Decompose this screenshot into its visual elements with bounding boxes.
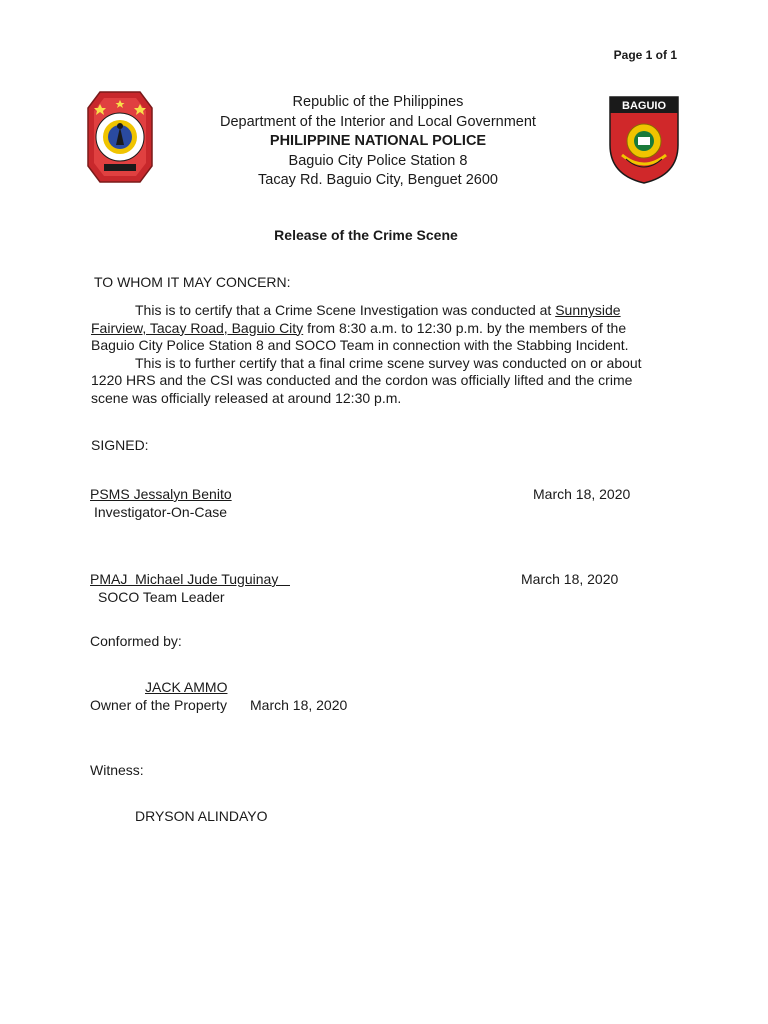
salutation: TO WHOM IT MAY CONCERN: <box>94 274 291 290</box>
letterhead <box>150 93 606 191</box>
letterhead-line-pnp: PHILIPPINE NATIONAL POLICE <box>269 133 487 149</box>
baguio-police-patch-icon <box>608 95 680 185</box>
signatory-2-role: SOCO Team Leader <box>98 589 225 605</box>
letterhead-line-address: Tacay Rd. Baguio City, Benguet 2600 <box>258 172 498 188</box>
pnp-seal-icon <box>86 90 154 184</box>
witness-name: DRYSON ALINDAYO <box>135 808 268 824</box>
signatory-2-date: March 18, 2020 <box>521 571 619 587</box>
signatory-1-role: Investigator-On-Case <box>94 504 228 520</box>
letterhead-line-dilg: Department of the Interior and Local Government <box>220 113 536 130</box>
paragraph-1-lead: This is to certify that a Crime Scene Investigation was conducted at <box>135 302 552 318</box>
signatory-1-name: PSMS Jessalyn Benito <box>90 486 232 502</box>
incident-location: Sunnyside Fairview, Tacay Road, Baguio City <box>91 302 621 336</box>
owner-date: March 18, 2020 <box>250 697 348 713</box>
owner-role: Owner of the Property <box>90 697 227 713</box>
conformed-label: Conformed by: <box>90 633 182 649</box>
paragraph-1-rest: from 8:30 a.m. to 12:30 p.m. by the members of the Baguio City Police Station 8 and SOCO Team in connection with the Stabbing Incident. <box>91 319 629 353</box>
witness-label: Witness: <box>90 762 144 778</box>
signatory-1-date: March 18, 2020 <box>533 486 631 502</box>
paragraph-2: This is to further certify that a final crime scene survey was conducted on or about 1220 HRS and the CSI was conducted and the cordon was officially lifted and the crime scene was officially released at around 12:30 p.m. <box>91 354 642 406</box>
paragraph-1 <box>91 302 651 355</box>
signatory-2-name: PMAJ Michael Jude Tuguinay <box>90 571 290 587</box>
document-title: Release of the Crime Scene <box>274 227 458 243</box>
page-number: Page 1 of 1 <box>613 48 677 62</box>
certification-body <box>91 302 651 407</box>
letterhead-line-station: Baguio City Police Station 8 <box>288 152 468 169</box>
signed-label: SIGNED: <box>91 437 149 453</box>
patch-banner-text: BAGUIO <box>622 100 666 112</box>
owner-name: JACK AMMO <box>145 679 228 695</box>
letterhead-line-republic: Republic of the Philippines <box>292 94 464 110</box>
